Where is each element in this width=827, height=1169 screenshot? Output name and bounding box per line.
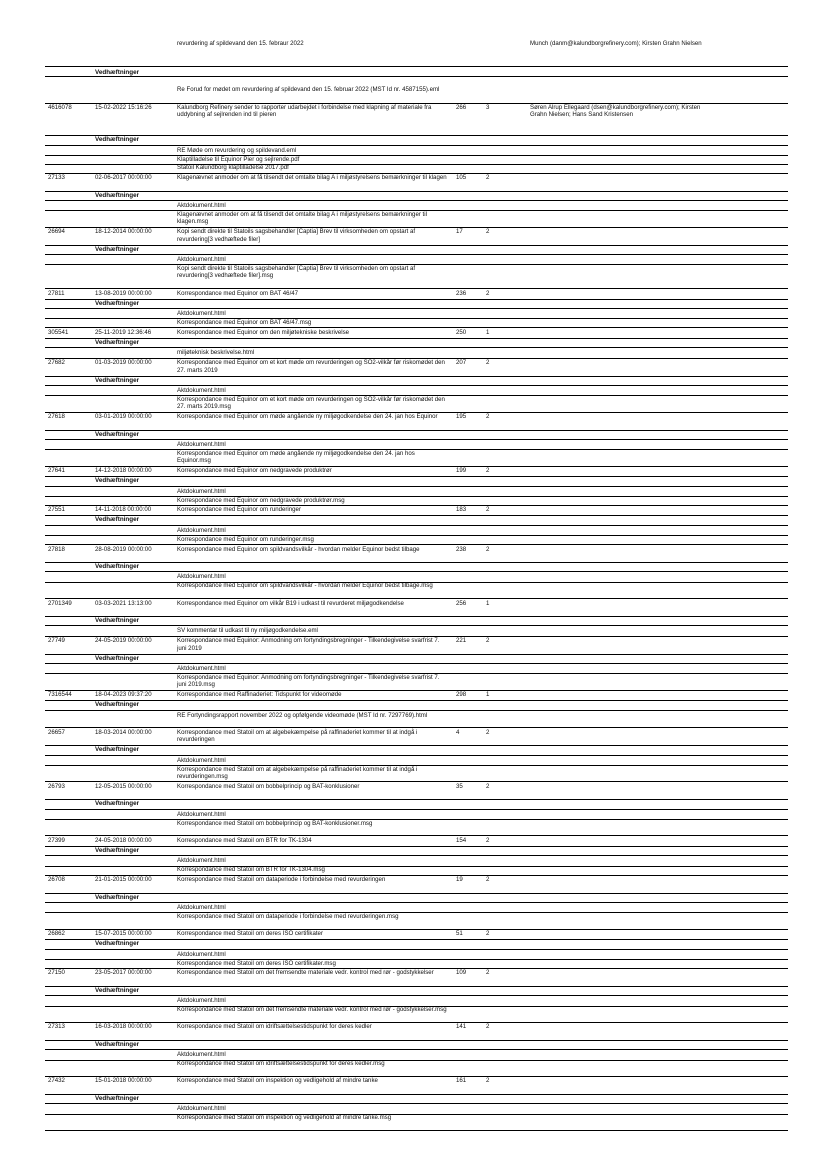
table-rule (45, 191, 788, 192)
table-rule (45, 1040, 788, 1041)
attachments-label: Vedhæftninger (95, 893, 140, 901)
attachment-file: Korrespondance med Statoil om BTR for TK-1304.msg (177, 866, 325, 874)
table-rule (45, 385, 788, 386)
table-rule (45, 173, 788, 174)
table-rule (45, 636, 788, 637)
record-description: Korrespondance med Statoil om idriftsættelsestidspunkt for deres kedler (177, 1023, 372, 1031)
record-id: 27641 (48, 467, 65, 475)
record-number: 51 (456, 930, 463, 938)
record-number: 183 (456, 506, 467, 514)
record-number: 17 (456, 228, 463, 236)
record-id: 27313 (48, 1023, 65, 1031)
table-rule (45, 164, 788, 165)
record-parties: Søren Alrup Ellegaard (dsen@kalundborgrefinery.com); Kirsten Grahn Nielsen; Hans Sand Kristensen (530, 104, 701, 119)
table-rule (45, 765, 788, 766)
record-description: Korrespondance med Statoil om dataperiode i forbindelse med revurderingen (177, 876, 386, 884)
attachment-file: Aktdokument.html (177, 665, 226, 673)
record-date: 18-04-2023 09:37:20 (95, 691, 152, 699)
record-number: 4 (456, 729, 460, 736)
table-rule (45, 855, 788, 856)
table-rule (45, 264, 788, 265)
table-rule (45, 155, 788, 156)
record-date: 21-01-2015 00:00:00 (95, 876, 152, 884)
table-rule (45, 745, 788, 746)
table-rule (45, 625, 788, 626)
attachments-label: Vedhæftninger (95, 701, 140, 709)
attachment-file: Aktdokument.html (177, 441, 226, 448)
record-number: 207 (456, 359, 467, 367)
attachments-label: Vedhæftninger (95, 616, 140, 624)
table-rule (45, 66, 788, 67)
record-number: 250 (456, 328, 467, 336)
record-id: 26657 (48, 729, 65, 736)
record-description: Korrespondance med Equinor om spildvandsvilkår - hvordan melder Equinor bedst tilbage (177, 545, 420, 553)
table-rule (45, 358, 788, 359)
attachments-label: Vedhæftninger (95, 986, 140, 994)
table-rule (45, 227, 788, 228)
attachments-label: Vedhæftninger (95, 338, 140, 346)
record-description: Klagenævnet anmoder om at få tilsendt det omtalte bilag A i miljøstyrelsens bemærkninger til klagen (177, 174, 447, 182)
attachments-label: Vedhæftninger (95, 800, 140, 808)
table-rule (45, 986, 788, 987)
table-rule (45, 939, 788, 940)
record-id: 4616078 (48, 104, 72, 111)
table-rule (45, 835, 788, 836)
table-rule (45, 929, 788, 930)
record-description: Korrespondance med Statoil om det fremsendte materiale vedr. kontrol med rør - godstykkelser (177, 969, 434, 977)
record-number: 35 (456, 783, 463, 790)
table-rule (45, 376, 788, 377)
attachment-file: Aktdokument.html (177, 310, 226, 318)
table-rule (45, 866, 788, 867)
table-rule (45, 799, 788, 800)
attachment-file: Aktdokument.html (177, 1051, 226, 1059)
record-description: Korrespondance med Statoil om bobbelprincip og BAT-konklusioner (177, 783, 360, 790)
table-rule (45, 690, 788, 691)
record-count: 2 (486, 729, 490, 736)
record-id: 26862 (48, 930, 65, 938)
attachment-file: Korrespondance med Equinor: Anmodning om fortyndingsbregninger - Tilkendegivelse svarfrist 7. juni 2019.msg (177, 674, 440, 689)
record-id: 27811 (48, 289, 65, 297)
record-number: 105 (456, 174, 467, 182)
attachment-file: Aktdokument.html (177, 810, 226, 818)
attachment-file: Korrespondance med Equinor om et kort møde om revurderingen og SO2-vilkår før riskomødet den 27. marts 2019.msg (177, 395, 445, 411)
table-rule (45, 912, 788, 913)
table-rule (45, 338, 788, 339)
table-rule (45, 1060, 788, 1061)
attachment-file: RE Møde om revurdering og spildevand.eml (177, 146, 297, 154)
record-date: 18-12-2014 00:00:00 (95, 228, 152, 236)
attachment-file: miljøteknisk beskrivelse.html (177, 349, 255, 357)
record-count: 2 (486, 1077, 490, 1085)
record-description: Korrespondance med Statoil om inspektion og vedligehold af mindre tanke (177, 1077, 378, 1085)
table-rule (45, 544, 788, 545)
attachment-file: SV kommentar til udkast til ny miljøgodkendelse.eml (177, 627, 318, 635)
attachment-file: Korrespondance med Statoil om idriftsættelsestidspunkt for deres kedler.msg (177, 1060, 385, 1068)
table-rule (45, 210, 788, 211)
table-rule (45, 893, 788, 894)
table-rule (45, 466, 788, 467)
attachments-label: Vedhæftninger (95, 477, 140, 485)
attachment-file: Aktdokument.html (177, 526, 226, 534)
record-id: 27432 (48, 1077, 65, 1085)
attachment-file: Statoil Kalundborg klaptilladelse 2017.pdf (177, 164, 289, 172)
table-rule (45, 515, 788, 516)
attachment-file: Korrespondance med Equinor om nedgravede produktrør.msg (177, 496, 345, 504)
table-rule (45, 571, 788, 572)
record-number: 195 (456, 413, 467, 421)
record-date: 02-06-2017 00:00:00 (95, 174, 152, 182)
attachment-file: Aktdokument.html (177, 387, 226, 394)
record-count: 1 (486, 691, 490, 699)
attachment-file: Aktdokument.html (177, 997, 226, 1005)
table-rule (45, 562, 788, 563)
record-date: 24-05-2018 00:00:00 (95, 837, 152, 844)
attachments-label: Vedhæftninger (95, 654, 140, 662)
record-date: 12-05-2015 00:00:00 (95, 783, 152, 790)
table-rule (45, 727, 788, 728)
record-date: 28-08-2019 00:00:00 (95, 545, 152, 553)
record-description: Korrespondance med Equinor: Anmodning om fortyndingsbregninger - Tilkendegivelse svarfrist 7. juni 2019 (177, 637, 440, 652)
table-rule (45, 902, 788, 903)
record-description: Korrespondance med Equinor om runderinger (177, 506, 301, 514)
record-id: 27682 (48, 359, 65, 367)
attachment-file: Korrespondance med Statoil om deres ISO certifikater.msg (177, 959, 336, 967)
record-description: Korrespondance med Statoil om at algebekæmpelse på raffinaderiet kommer til at indgå i revurderingen (177, 729, 418, 744)
table-rule (45, 76, 788, 77)
attachments-label: Vedhæftninger (95, 136, 140, 144)
table-rule (45, 598, 788, 599)
table-rule (45, 755, 788, 756)
table-rule (45, 395, 788, 396)
table-rule (45, 616, 788, 617)
table-rule (45, 959, 788, 960)
table-rule (45, 327, 788, 328)
record-date: 14-11-2018 00:00:00 (95, 506, 152, 514)
attachments-label: Vedhæftninger (95, 191, 140, 199)
record-description: Korrespondance med Equinor om et kort møde om revurderingen og SO2-vilkår før riskomødet den 27. marts 2019 (177, 359, 445, 374)
record-description: Korrespondance med Equinor om BAT 46/47 (177, 289, 299, 297)
table-rule (45, 103, 788, 104)
record-date: 15-02-2022 15:16:26 (95, 104, 152, 111)
record-count: 2 (486, 467, 490, 475)
table-rule (45, 439, 788, 440)
record-date: 18-03-2014 00:00:00 (95, 729, 152, 736)
record-number: 236 (456, 289, 467, 297)
attachments-label: Vedhæftninger (95, 940, 140, 948)
record-count: 1 (486, 328, 490, 336)
table-rule (45, 968, 788, 969)
record-description: Korrespondance med Equinor om vilkår B19 i udkast til revurderet miljøgodkendelse (177, 599, 404, 607)
record-number: 161 (456, 1077, 467, 1085)
attachment-file: Aktdokument.html (177, 573, 226, 581)
table-rule (45, 1114, 788, 1115)
table-rule (45, 875, 788, 876)
table-rule (45, 496, 788, 497)
record-count: 2 (486, 228, 490, 236)
attachment-file: Aktdokument.html (177, 202, 226, 210)
record-number: 199 (456, 467, 467, 475)
table-rule (45, 1006, 788, 1007)
table-rule (45, 1130, 788, 1131)
record-number: 19 (456, 876, 463, 884)
table-rule (45, 809, 788, 810)
record-description: revurdering af spildevand den 15. febraur 2022 (177, 40, 304, 47)
record-count: 2 (486, 359, 490, 367)
attachment-file: Korrespondance med Statoil om det fremsendte materiale vedr. kontrol med rør - godstykkelser.msg (177, 1006, 447, 1014)
table-rule (45, 1076, 788, 1077)
record-number: 154 (456, 837, 467, 844)
table-rule (45, 449, 788, 450)
table-rule (45, 1103, 788, 1104)
record-date: 01-03-2019 00:00:00 (95, 359, 152, 367)
record-count: 2 (486, 837, 490, 844)
record-id: 7316544 (48, 691, 72, 699)
attachment-file: Korrespondance med Equinor om BAT 46/47.msg (177, 319, 312, 326)
attachments-label: Vedhæftninger (95, 430, 140, 438)
attachments-label: Vedhæftninger (95, 376, 140, 384)
record-count: 2 (486, 413, 490, 421)
attachment-file: Aktdokument.html (177, 756, 226, 764)
record-description: Korrespondance med Equinor om den miljøtekniske beskrivelse (177, 328, 350, 336)
attachments-label: Vedhæftninger (95, 69, 140, 76)
table-rule (45, 781, 788, 782)
record-number: 109 (456, 969, 467, 977)
table-rule (45, 1022, 788, 1023)
table-rule (45, 254, 788, 255)
table-rule (45, 245, 788, 246)
table-rule (45, 505, 788, 506)
attachment-file: Korrespondance med Equinor om runderinger.msg (177, 535, 314, 543)
record-id: 26694 (48, 228, 65, 236)
attachment-file: Kopi sendt direkte til Statoils sagsbehandler [Captia] Brev til virksomheden om opstart af revurdering[3 vedhæftede filer].msg (177, 265, 416, 280)
record-description: Kalundborg Refinery sender to rapporter udarbejdet i forbindelse med klapning af materiale fra uddybning af sejlrenden ind til pieren (177, 104, 432, 119)
record-number: 238 (456, 545, 467, 553)
record-number: 221 (456, 637, 467, 645)
record-id: 27818 (48, 545, 65, 553)
attachment-file: Klaptilladelse til Equinor Pier og sejlrende.pdf (177, 155, 300, 163)
table-rule (45, 486, 788, 487)
table-rule (45, 710, 788, 711)
attachment-file: Aktdokument.html (177, 904, 226, 911)
table-rule (45, 535, 788, 536)
table-rule (45, 654, 788, 655)
table-rule (45, 288, 788, 289)
record-description: Korrespondance med Statoil om BTR for TK-1304 (177, 837, 312, 844)
record-date: 23-05-2017 00:00:00 (95, 969, 152, 977)
table-rule (45, 846, 788, 847)
attachment-file: Korrespondance med Statoil om at algebekæmpelse på raffinaderiet kommer til at indgå i revurderingen.msg (177, 765, 418, 781)
record-date: 16-03-2018 00:00:00 (95, 1023, 152, 1031)
attachments-label: Vedhæftninger (95, 562, 140, 570)
record-date: 13-08-2019 00:00:00 (95, 289, 152, 297)
record-description: Korrespondance med Raffinaderiet: Tidspunkt for videomøde (177, 691, 342, 699)
attachment-file: Korrespondance med Statoil om inspektion og vedligehold af mindre tanke.msg (177, 1114, 392, 1122)
attachment-file: Aktdokument.html (177, 950, 226, 958)
record-number: 141 (456, 1023, 467, 1031)
record-date: 15-01-2018 00:00:00 (95, 1077, 152, 1085)
attachment-file: Klagenævnet anmoder om at få tilsendt det omtalte bilag A i miljøstyrelsens bemærkninger til klagen.msg (177, 211, 427, 226)
table-rule (45, 1094, 788, 1095)
record-id: 26708 (48, 876, 65, 884)
attachment-file: Korrespondance med Statoil om dataperiode i forbindelse med revurderingen.msg (177, 912, 399, 920)
attachments-label: Vedhæftninger (95, 1040, 140, 1048)
record-count: 3 (486, 104, 490, 111)
record-date: 15-07-2015 00:00:00 (95, 930, 152, 938)
record-id: 27150 (48, 969, 65, 977)
table-rule (45, 582, 788, 583)
table-rule (45, 700, 788, 701)
record-number: 266 (456, 104, 467, 111)
attachment-file: RE Fortyndingsrapport november 2022 og opfølgende videomøde (MST Id nr. 7297769).html (177, 711, 428, 719)
attachment-file: Aktdokument.html (177, 256, 226, 264)
record-id: 2701349 (48, 599, 72, 607)
record-id: 305541 (48, 328, 69, 336)
table-rule (45, 476, 788, 477)
record-id: 27551 (48, 506, 65, 514)
record-date: 03-03-2021 13:13:00 (95, 599, 152, 607)
record-count: 2 (486, 545, 490, 553)
record-count: 2 (486, 783, 490, 790)
record-description: Kopi sendt direkte til Statoils sagsbehandler [Captia] Brev til virksomheden om opstart af revurdering[3 vedhæftede filer] (177, 228, 416, 243)
record-count: 2 (486, 930, 490, 938)
record-date: 25-11-2019 12:36:46 (95, 328, 152, 336)
table-rule (45, 1049, 788, 1050)
attachment-file: Korrespondance med Equinor om spildvandsvilkår - hvordan melder Equinor bedst tilbage.msg (177, 582, 433, 590)
record-number: 256 (456, 599, 467, 607)
table-rule (45, 145, 788, 146)
attachment-file: Aktdokument.html (177, 1105, 226, 1113)
table-rule (45, 412, 788, 413)
table-rule (45, 673, 788, 674)
attachments-label: Vedhæftninger (95, 245, 140, 253)
attachments-label: Vedhæftninger (95, 846, 140, 854)
record-date: 03-01-2019 00:00:00 (95, 413, 152, 421)
table-rule (45, 525, 788, 526)
record-description: Korrespondance med Statoil om deres ISO certifikater (177, 930, 323, 938)
record-parties: Munch (danm@kalundborgrefinery.com); Kirsten Grahn Nielsen (530, 40, 702, 47)
record-date: 14-12-2018 00:00:00 (95, 467, 152, 475)
record-count: 2 (486, 637, 490, 645)
record-description: Korrespondance med Equinor om møde angående ny miljøgodkendelse den 24. jan hos Equinor (177, 413, 438, 421)
record-id: 27133 (48, 174, 65, 182)
record-count: 1 (486, 599, 490, 607)
attachments-label: Vedhæftninger (95, 516, 140, 524)
table-rule (45, 318, 788, 319)
table-rule (45, 995, 788, 996)
attachment-file: Aktdokument.html (177, 857, 226, 865)
table-rule (45, 347, 788, 348)
table-rule (45, 135, 788, 136)
record-count: 2 (486, 174, 490, 182)
attachment-file: Korrespondance med Equinor om møde angående ny miljøgodkendelse den 24. jan hos Equinor.msg (177, 449, 415, 465)
record-count: 2 (486, 506, 490, 514)
record-id: 27749 (48, 637, 65, 645)
table-rule (45, 299, 788, 300)
record-id: 26793 (48, 783, 65, 790)
record-id: 27618 (48, 413, 65, 421)
record-description: Korrespondance med Equinor om nedgravede produktrør (177, 467, 332, 475)
table-rule (45, 663, 788, 664)
table-rule (45, 200, 788, 201)
attachment-file: Re Forud for mødet om revurdering af spildevand den 15. februar 2022 (MST Id nr. 4587155).eml (177, 86, 440, 93)
record-date: 24-05-2019 00:00:00 (95, 637, 152, 645)
record-count: 2 (486, 1023, 490, 1031)
record-count: 2 (486, 289, 490, 297)
table-rule (45, 308, 788, 309)
record-count: 2 (486, 876, 490, 884)
table-rule (45, 949, 788, 950)
attachments-label: Vedhæftninger (95, 746, 140, 754)
attachments-label: Vedhæftninger (95, 1094, 140, 1102)
attachments-label: Vedhæftninger (95, 299, 140, 307)
attachment-file: Korrespondance med Statoil om bobbelprincip og BAT-konklusioner.msg (177, 819, 373, 827)
record-id: 27399 (48, 837, 65, 844)
attachment-file: Aktdokument.html (177, 487, 226, 495)
table-rule (45, 430, 788, 431)
table-rule (45, 819, 788, 820)
record-number: 298 (456, 691, 467, 699)
record-count: 2 (486, 969, 490, 977)
